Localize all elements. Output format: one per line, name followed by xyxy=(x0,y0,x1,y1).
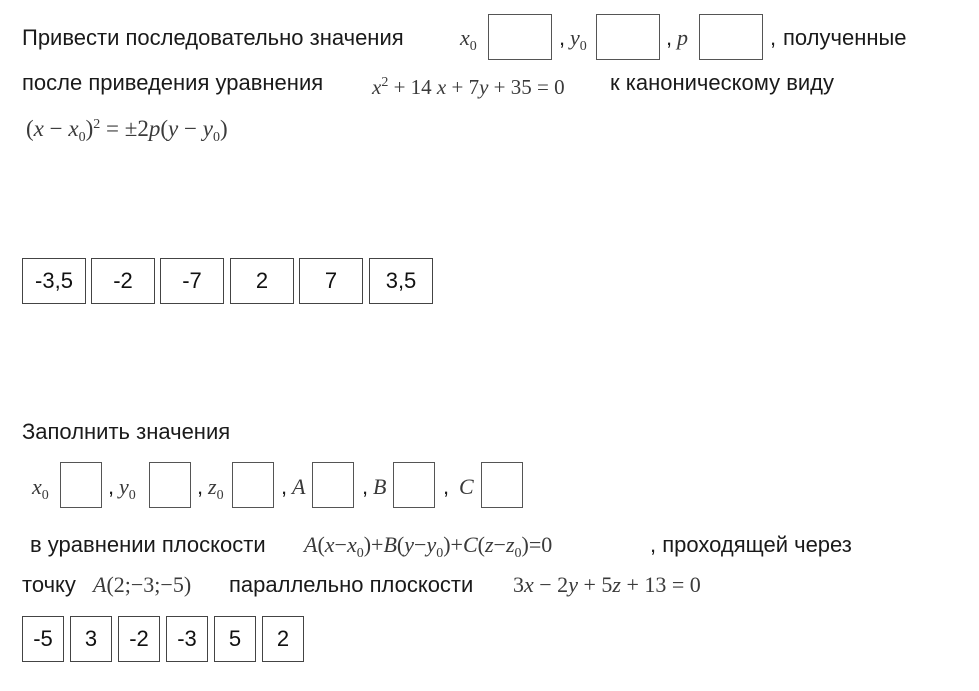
q2-title: Заполнить значения xyxy=(22,419,231,444)
answer-chip[interactable]: -3,5 xyxy=(22,258,86,304)
q1-line2-after: к каноническому виду xyxy=(610,70,835,95)
answer-chip[interactable]: 5 xyxy=(214,616,256,662)
x0-symbol: $x_0$ xyxy=(32,474,49,503)
plane-equation-formula: $A(x-x_0)+B(y-y_0)+C(z-z_0)=0$ xyxy=(304,532,553,561)
answer-chip[interactable]: 2 xyxy=(262,616,304,662)
a-drop-slot[interactable] xyxy=(312,462,354,508)
answer-chip[interactable]: 2 xyxy=(230,258,294,304)
answer-chip[interactable]: 7 xyxy=(299,258,363,304)
q1-line2-before: после приведения уравнения xyxy=(22,70,324,95)
c-symbol: C xyxy=(459,474,474,499)
y0-drop-slot[interactable] xyxy=(149,462,191,508)
canonical-form-formula: $(x - x_0)^2 = \pm 2p(y - y_0)$ xyxy=(26,116,228,145)
parallel-plane-formula: 3x − 2y + 5z + 13 = 0 xyxy=(513,572,701,597)
answer-chip[interactable]: 3 xyxy=(70,616,112,662)
x0-drop-slot[interactable] xyxy=(488,14,552,60)
answer-chip[interactable]: -3 xyxy=(166,616,208,662)
answer-chip[interactable]: -7 xyxy=(160,258,224,304)
answer-chip[interactable]: 3,5 xyxy=(369,258,433,304)
c-drop-slot[interactable] xyxy=(481,462,523,508)
answer-chip[interactable]: -5 xyxy=(22,616,64,662)
q2-line-a: в уравнении плоскости xyxy=(30,532,266,557)
z0-drop-slot[interactable] xyxy=(232,462,274,508)
x0-symbol: $x_0$ xyxy=(460,25,477,54)
z0-symbol: $z_0$ xyxy=(208,474,224,503)
equation-image: $x^2 + 14$ x + 7y + 35 = 0 xyxy=(372,75,565,99)
x0-drop-slot[interactable] xyxy=(60,462,102,508)
answer-chip[interactable]: -2 xyxy=(91,258,155,304)
p-symbol: p xyxy=(677,25,688,50)
q2-line-b-mid: параллельно плоскости xyxy=(229,572,474,597)
b-drop-slot[interactable] xyxy=(393,462,435,508)
y0-symbol: $y_0$ xyxy=(119,474,136,503)
point-formula: A(2;−3;−5) xyxy=(93,572,192,597)
y0-symbol: $y_0$ xyxy=(570,25,587,54)
p-drop-slot[interactable] xyxy=(699,14,763,60)
a-symbol: A xyxy=(292,474,306,499)
b-symbol: B xyxy=(373,474,387,499)
answer-chip[interactable]: -2 xyxy=(118,616,160,662)
q1-mid-text: полученные xyxy=(783,25,907,50)
q2-line-b-before: точку xyxy=(22,572,76,597)
y0-drop-slot[interactable] xyxy=(596,14,660,60)
q1-prefix-text: Привести последовательно значения xyxy=(22,25,404,50)
q2-line-a-after: , проходящей через xyxy=(650,532,852,557)
